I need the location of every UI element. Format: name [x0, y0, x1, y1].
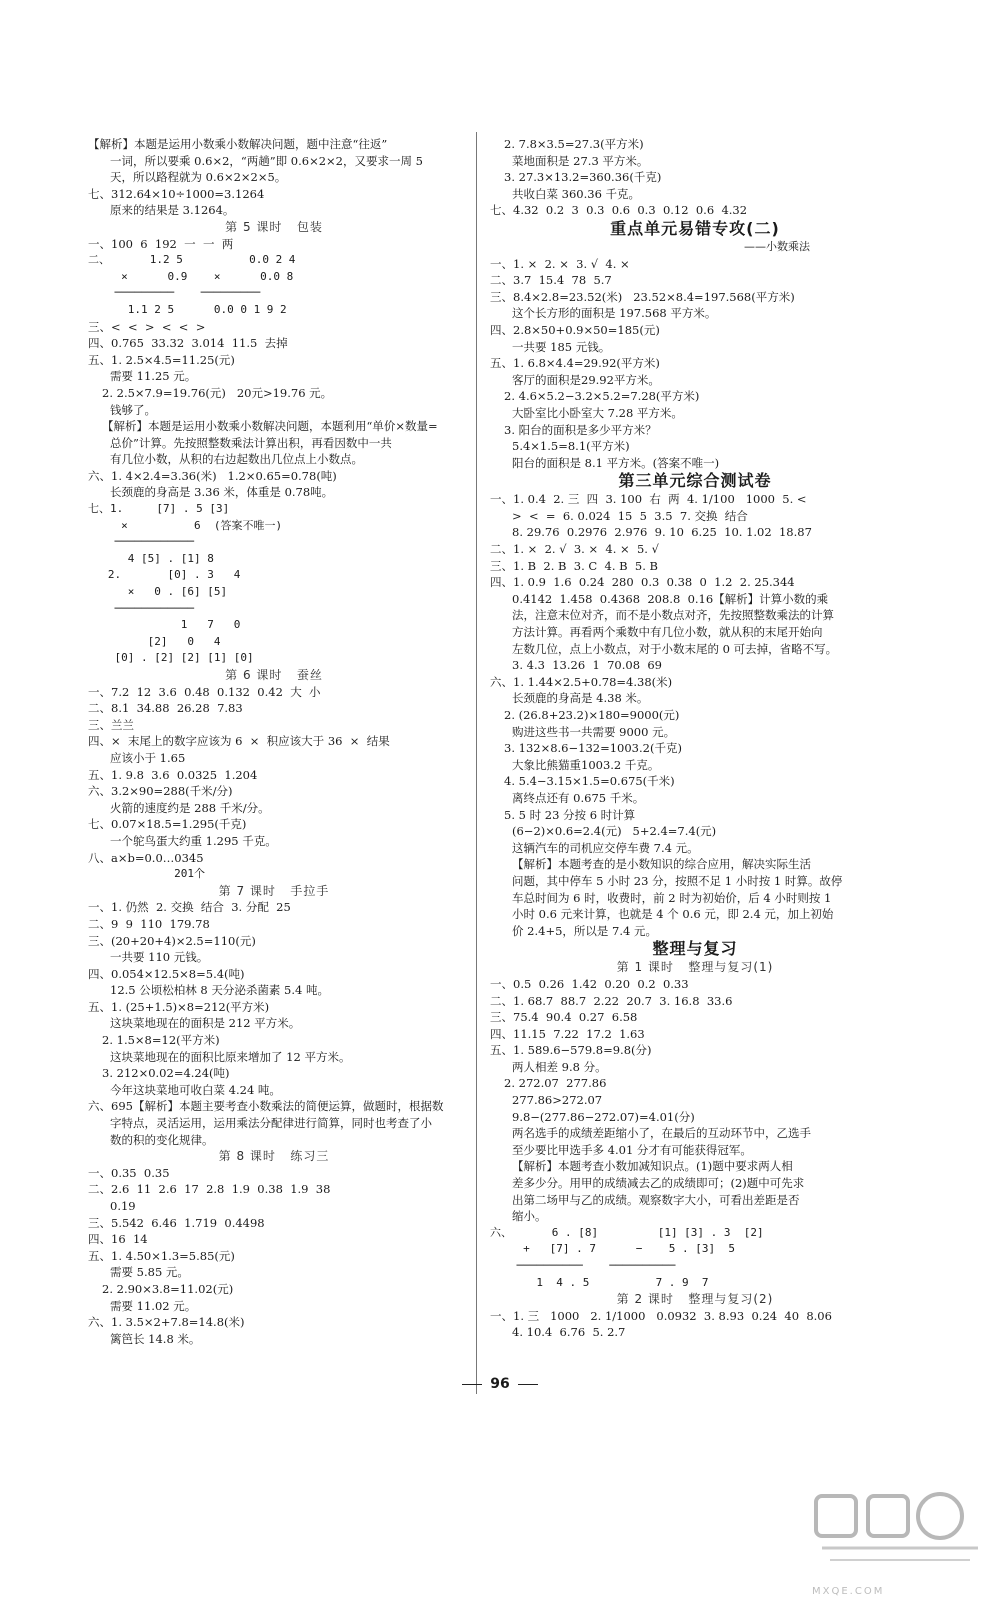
right-answer-line: 两名选手的成绩差距缩小了，在最后的互动环节中，乙选手 [512, 1126, 811, 1141]
right-answer-line: 二、1. 68.7 88.7 2.22 20.7 3. 16.8 33.6 [490, 993, 733, 1008]
right-answer-line: 2. 4.6×5.2−3.2×5.2=7.28(平方米) [504, 389, 700, 404]
right-answer-line: 8. 29.76 0.2976 2.976 9. 10 6.25 10. 1.02 18.87 [512, 525, 812, 540]
left-answer-line: 七、312.64×10÷1000=3.1264 [88, 186, 265, 201]
left-answer-line: 三、< < > < < > [88, 319, 206, 334]
right-answer-line: 第 1 课时 整理与复习(1) [616, 960, 774, 975]
left-answer-line: 六、1. 3.5×2+7.8=14.8(米) [88, 1315, 245, 1330]
right-answer-line: 二、3.7 15.4 78 5.7 [490, 273, 612, 288]
left-answer-line: 【解析】本题是运用小数乘小数解决问题，本题利用“单价×数量= [102, 419, 438, 434]
left-answer-line: 原来的结果是 3.1264。 [110, 203, 235, 218]
left-answer-line: 四、× 末尾上的数字应该为 6 × 积应该大于 36 × 结果 [88, 734, 390, 749]
page-number-dash-right [518, 1384, 538, 1385]
right-answer-line: 六、 6 . [8] [1] [3] . 3 [2] [490, 1225, 764, 1239]
left-answer-line: ──────────── [88, 601, 194, 615]
left-answer-line: 五、1. 9.8 3.6 0.0325 1.204 [88, 767, 258, 782]
right-answer-line: 小时 0.6 元来计算，也就是 4 个 0.6 元，即 2.4 元，加上初始 [512, 907, 834, 922]
right-answer-line: 277.86>272.07 [512, 1093, 603, 1108]
right-answer-line: 5. 5 时 23 分按 6 时计算 [504, 807, 636, 822]
left-answer-line: 四、0.765 33.32 3.014 11.5 去掉 [88, 336, 288, 351]
left-answer-line: 第 7 课时 手拉手 [218, 883, 330, 898]
right-answer-line: 一、1. 0.4 2. 三 四 3. 100 右 两 4. 1/100 1000 5. < [490, 492, 807, 507]
right-answer-line: 七、4.32 0.2 3 0.3 0.6 0.3 0.12 0.6 4.32 [490, 203, 748, 218]
left-answer-line: 2. 2.5×7.9=19.76(元) 20元>19.76 元。 [102, 385, 333, 400]
right-answer-line: 5.4×1.5=8.1(平方米) [512, 439, 630, 454]
left-answer-line: 三、兰兰 [88, 717, 134, 732]
left-answer-line: 八、a×b=0.0…0345 [88, 850, 204, 865]
left-answer-line: 二、9 9 110 179.78 [88, 916, 210, 931]
right-answer-line: 一、0.5 0.26 1.42 0.20 0.2 0.33 [490, 976, 689, 991]
left-answer-line: 五、1. 4.50×1.3=5.85(元) [88, 1248, 235, 1263]
right-answer-line: 第三单元综合测试卷 [618, 471, 772, 491]
left-answer-line: 一、1. 仍然 2. 交换 结合 3. 分配 25 [88, 900, 291, 915]
left-answer-line: 字特点，灵活运用，运用乘法分配律进行简算，同时也考查了小 [110, 1116, 432, 1131]
left-answer-line: ───────── ───────── [88, 286, 261, 300]
right-answer-line: 三、8.4×2.8=23.52(米) 23.52×8.4=197.568(平方米) [490, 289, 795, 304]
right-answer-line: 2. (26.8+23.2)×180=9000(元) [504, 708, 680, 722]
left-answer-line: 一个鸵鸟蛋大约重 1.295 千克。 [110, 833, 277, 848]
right-answer-line: 【解析】本题考查的是小数知识的综合应用，解决实际生活 [512, 857, 811, 872]
right-answer-line: 9.8−(277.86−272.07)=4.01(分) [512, 1109, 695, 1124]
right-answer-line: 大象比熊猫重1003.2 千克。 [512, 757, 660, 772]
right-answer-line: 第 2 课时 整理与复习(2) [616, 1292, 774, 1307]
right-answer-column [490, 136, 900, 1341]
right-answer-line: 3. 27.3×13.2=360.36(千克) [504, 170, 662, 185]
left-answer-line: 1.1 2 5 0.0 0 1 9 2 [88, 302, 287, 316]
left-answer-line: 需要 5.85 元。 [110, 1265, 189, 1280]
left-answer-line: 二、8.1 34.88 26.28 7.83 [88, 701, 243, 716]
right-answer-line: 缩小。 [512, 1209, 547, 1224]
right-answer-line: 客厅的面积是29.92平方米。 [512, 372, 660, 387]
right-answer-line: 4. 5.4−3.15×1.5=0.675(千米) [504, 774, 675, 789]
right-answer-line: 4. 10.4 6.76 5. 2.7 [512, 1325, 626, 1340]
left-answer-line: 四、0.054×12.5×8=5.4(吨) [88, 966, 245, 981]
right-answer-line: 3. 4.3 13.26 1 70.08 69 [512, 658, 662, 673]
left-answer-line: 应该小于 1.65 [110, 750, 186, 765]
right-answer-line: 大卧室比小卧室大 7.28 平方米。 [512, 405, 683, 420]
left-answer-column [88, 136, 460, 1347]
left-answer-line: 需要 11.25 元。 [110, 369, 197, 384]
right-answer-line: 三、75.4 90.4 0.27 6.58 [490, 1010, 638, 1025]
right-answer-line: 法，注意末位对齐，而不是小数点对齐，先按照整数乘法的计算 [512, 608, 834, 623]
right-answer-line: 六、1. 1.44×2.5+0.78=4.38(米) [490, 674, 673, 689]
left-answer-line: 总价”计算。先按照整数乘法计算出积，再看因数中一共 [110, 435, 392, 450]
watermark-text: MXQE.COM [812, 1586, 885, 1597]
left-answer-line: 数的积的变化规律。 [110, 1132, 214, 1147]
left-answer-line: 天，所以路程就为 0.6×2×2×5。 [110, 170, 287, 185]
right-answer-line: 一、1. 三 1000 2. 1/1000 0.0932 3. 8.93 0.24 40 8.06 [490, 1308, 832, 1323]
left-answer-line: 三、(20+20+4)×2.5=110(元) [88, 933, 256, 948]
left-answer-line: 二、2.6 11 2.6 17 2.8 1.9 0.38 1.9 38 [88, 1182, 331, 1197]
right-answer-line: 三、1. B 2. B 3. C 4. B 5. B [490, 558, 658, 573]
right-answer-line: + [7] . 7 − 5 . [3] 5 [490, 1242, 736, 1256]
left-answer-line: 3. 212×0.02=4.24(吨) [102, 1066, 230, 1081]
right-answer-line: 一共要 185 元钱。 [512, 339, 611, 354]
right-answer-line: 出第二场甲与乙的成绩。观察数字大小，可看出差距是否 [512, 1192, 800, 1207]
page-number-dash-left [462, 1384, 482, 1385]
column-divider [476, 132, 477, 1394]
right-answer-line: 问题，其中停车 5 小时 23 分，按照不足 1 小时按 1 时算。故停 [512, 873, 843, 888]
left-answer-line: 二、 1.2 5 0.0 2 4 [88, 253, 296, 267]
right-answer-line: 方法计算。再看两个乘数中有几位小数，就从积的末尾开始向 [512, 625, 823, 640]
left-answer-line: 四、16 14 [88, 1232, 148, 1247]
right-answer-line: 差多少分。用甲的成绩减去乙的成绩即可；(2)题中可先求 [512, 1176, 805, 1191]
right-answer-line: 一、1. × 2. × 3. √ 4. × [490, 256, 630, 271]
right-answer-line: 这辆汽车的司机应交停车费 7.4 元。 [512, 840, 699, 855]
left-answer-line: 这块菜地现在的面积是 212 平方米。 [110, 1016, 301, 1031]
left-answer-line: 需要 11.02 元。 [110, 1298, 197, 1313]
left-answer-line: 一共要 110 元钱。 [110, 950, 209, 965]
right-answer-line: 阳台的面积是 8.1 平方米。(答案不唯一) [512, 455, 720, 470]
left-answer-line: [2] 0 4 [88, 634, 221, 648]
right-answer-line: 1 4 . 5 7 . 9 7 [490, 1275, 709, 1289]
right-answer-line: 【解析】本题考查小数加减知识点。(1)题中要求两人相 [512, 1159, 793, 1174]
left-answer-line: 有几位小数，从积的右边起数出几位点上小数点。 [110, 452, 363, 467]
left-answer-line: 今年这块菜地可收白菜 4.24 吨。 [110, 1082, 281, 1097]
right-answer-line: 2. 7.8×3.5=27.3(平方米) [504, 137, 644, 151]
right-answer-line: 2. 272.07 277.86 [504, 1076, 607, 1091]
right-answer-line: 0.4142 1.458 0.4368 208.8 0.16【解析】计算小数的乘 [512, 591, 829, 606]
right-answer-line: 3. 阳台的面积是多少平方米？ [504, 422, 657, 437]
left-answer-line: 【解析】本题是运用小数乘小数解决问题，题中注意“往返” [88, 137, 388, 151]
right-answer-line: 这个长方形的面积是 197.568 平方米。 [512, 306, 717, 321]
page-number-text: 96 [490, 1376, 510, 1392]
right-answer-line: 四、1. 0.9 1.6 0.24 280 0.3 0.38 0 1.2 2. 25.344 [490, 575, 795, 590]
left-answer-line: 一词，所以要乘 0.6×2，“两趟”即 0.6×2×2，又要求一周 5 [110, 153, 423, 168]
left-answer-line: 第 5 课时 包装 [225, 219, 323, 234]
right-answer-line: 车总时间为 6 时，收费时，前 2 时为初始价，后 4 小时则按 1 [512, 890, 832, 905]
right-answer-line: 离终点还有 0.675 千米。 [512, 790, 645, 805]
right-answer-line: 菜地面积是 27.3 平方米。 [512, 153, 649, 168]
right-answer-line: ——小数乘法 [744, 239, 810, 253]
left-answer-line: 201个 [88, 867, 205, 881]
right-answer-line: 左数几位，点上小数点，对于小数末尾的 0 可去掉，省略不写。 [512, 641, 838, 656]
left-answer-line: 一、0.35 0.35 [88, 1165, 170, 1180]
right-answer-line: 整理与复习 [652, 939, 738, 959]
left-answer-line: 一、7.2 12 3.6 0.48 0.132 0.42 大 小 [88, 684, 321, 699]
left-answer-line: × 0 . [6] [5] [88, 585, 228, 599]
left-answer-line: 七、1. [7] . 5 [3] [88, 502, 230, 516]
left-answer-line: 六、1. 4×2.4=3.36(米) 1.2×0.65=0.78(吨) [88, 468, 337, 483]
left-answer-line: 七、0.07×18.5=1.295(千克) [88, 817, 247, 832]
left-answer-line: 2. 1.5×8=12(平方米) [102, 1033, 220, 1048]
right-answer-line: 至少要比甲选手多 4.01 分才有可能获得冠军。 [512, 1142, 752, 1157]
left-answer-line: [0] . [2] [2] [1] [0] [88, 651, 254, 665]
right-answer-line: 共收白菜 360.36 千克。 [512, 186, 641, 201]
page-number [0, 1376, 1000, 1392]
left-answer-line: 1 7 0 [88, 618, 241, 632]
right-answer-line: 购进这些书一共需要 9000 元。 [512, 724, 676, 739]
right-answer-line: 四、11.15 7.22 17.2 1.63 [490, 1026, 645, 1041]
right-answer-line: 重点单元易错专攻(二) [610, 218, 780, 238]
watermark-logo [810, 1488, 986, 1584]
left-answer-line: 五、1. (25+1.5)×8=212(平方米) [88, 999, 270, 1014]
right-answer-line: 四、2.8×50+0.9×50=185(元) [490, 322, 660, 337]
left-answer-line: 钱够了。 [110, 402, 156, 417]
left-answer-line: 12.5 公顷松柏林 8 天分泌杀菌素 5.4 吨。 [110, 983, 329, 998]
left-answer-line: 0.19 [110, 1199, 136, 1213]
left-answer-line: 一、100 6 192 一 一 两 [88, 236, 234, 251]
right-answer-line: 长颈鹿的身高是 4.38 米。 [512, 691, 649, 706]
right-answer-line: (6−2)×0.6=2.4(元) 5+2.4=7.4(元) [512, 824, 717, 839]
right-answer-line: > < = 6. 0.024 15 5 3.5 7. 交换 结合 [512, 508, 748, 523]
right-answer-line: ────────── ────────── [490, 1259, 676, 1272]
left-answer-line: × 6 (答案不唯一) [88, 518, 283, 532]
left-answer-line: 第 6 课时 蚕丝 [225, 668, 323, 682]
left-answer-line: 篱笆长 14.8 米。 [110, 1331, 201, 1346]
right-answer-line: 二、1. × 2. √ 3. × 4. × 5. √ [490, 542, 659, 557]
left-answer-line: 三、5.542 6.46 1.719 0.4498 [88, 1215, 265, 1230]
left-answer-line: 2. [0] . 3 4 [88, 568, 241, 582]
left-answer-line: × 0.9 × 0.0 8 [88, 269, 294, 283]
left-answer-line: 六、3.2×90=288(千米/分) [88, 784, 233, 799]
left-answer-line: 第 8 课时 练习三 [218, 1149, 330, 1164]
right-answer-line: 五、1. 6.8×4.4=29.92(平方米) [490, 356, 660, 371]
left-answer-line: ──────────── [88, 535, 194, 549]
right-answer-line: 价 2.4+5，所以是 7.4 元。 [512, 923, 657, 938]
right-answer-line: 五、1. 589.6−579.8=9.8(分) [490, 1043, 652, 1058]
left-answer-line: 五、1. 2.5×4.5=11.25(元) [88, 352, 235, 367]
left-answer-line: 2. 2.90×3.8=11.02(元) [102, 1281, 234, 1296]
left-answer-line: 4 [5] . [1] 8 [88, 551, 214, 565]
right-answer-line: 3. 132×8.6−132=1003.2(千克) [504, 741, 682, 756]
left-answer-line: 火箭的速度约是 288 千米/分。 [110, 800, 270, 815]
left-answer-line: 六、695【解析】本题主要考查小数乘法的简便运算，做题时，根据数 [88, 1099, 444, 1114]
left-answer-line: 长颈鹿的身高是 3.36 米，体重是 0.78吨。 [110, 485, 334, 500]
right-answer-line: 两人相差 9.8 分。 [512, 1059, 607, 1074]
left-answer-line: 这块菜地现在的面积比原来增加了 12 平方米。 [110, 1049, 351, 1064]
